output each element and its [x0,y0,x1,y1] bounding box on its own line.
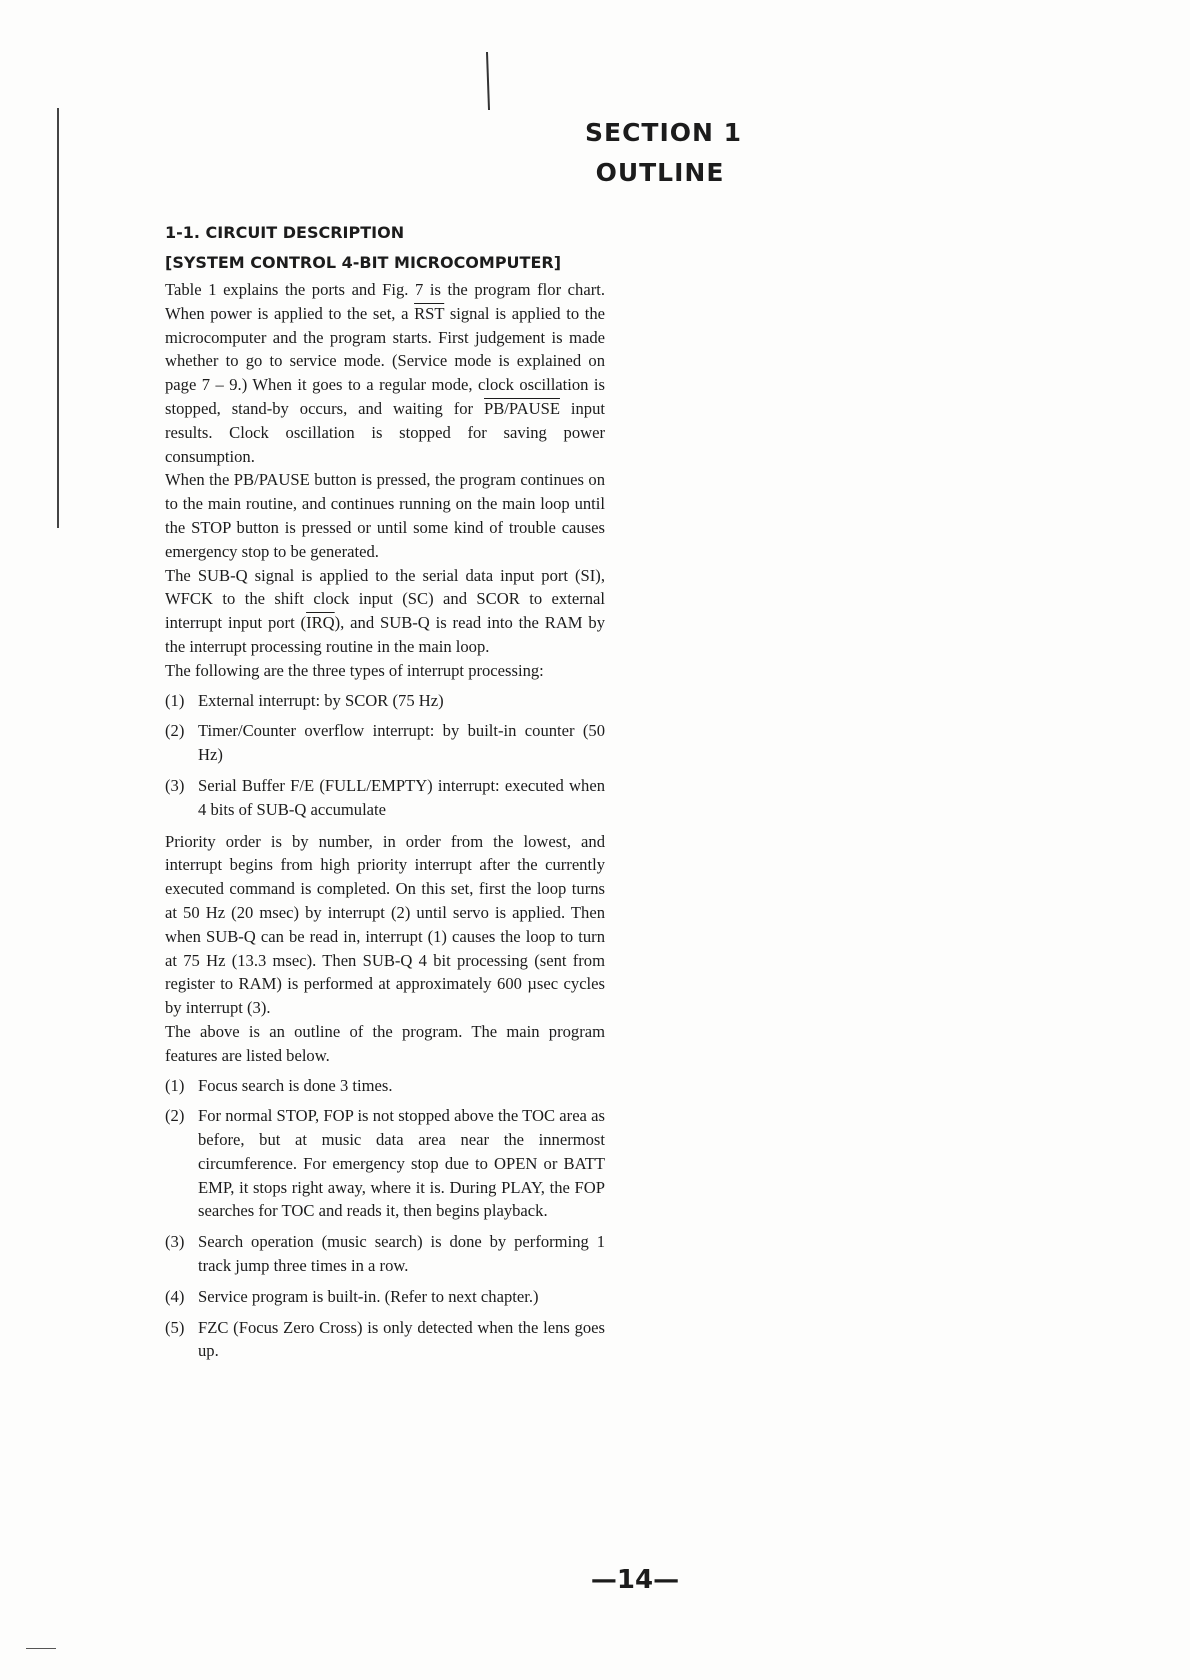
p3-text-b: ), and SUB-Q is read into the RAM by the interrupt processing routine in the main loop. [165,613,606,656]
section-heading [585,113,743,193]
document-body [165,218,605,1371]
scan-mark [486,52,490,110]
subsection-heading: 1-1. CIRCUIT DESCRIPTION [165,223,405,242]
section-title: OUTLINE [595,158,725,187]
scan-margin-line [57,108,59,528]
list-item [165,774,605,822]
paragraph-priority: Priority order is by number, in order from the lowest, and interrupt begins from high priority interrupt after the currently executed command is completed. On this set, first the loop turns at 50 Hz (20 msec) by interrupt (2) until servo is applied. Then when SUB-Q can be read in, interrupt (1) causes the loop to turn at 75 Hz (13.3 msec). Then SUB-Q 4 bit processing (sent from register to RAM) is performed at approximately 600 µsec cycles by interrupt (3). [165,831,605,1018]
list-item [165,1285,605,1309]
list-text: Timer/Counter overflow interrupt: by built-in counter (50 Hz) [198,721,605,765]
list-text: Focus search is done 3 times. [198,1075,393,1095]
list-item [165,719,605,767]
paragraph-features-intro: The above is an outline of the program. The main program features are listed below. [165,1021,605,1065]
list-text: External interrupt: by SCOR (75 Hz) [198,690,444,710]
list-number: (3) [165,775,185,795]
list-item [165,1316,605,1364]
p1-text-a: Table 1 explains the ports and Fig. 7 is the program flor chart. When power is applied to the set, a [165,280,605,323]
paragraph-intro [165,278,605,468]
list-number: (1) [165,690,185,710]
paragraph-main-routine: When the PB/PAUSE button is pressed, the program continues on to the main routine, and continues running on the main loop until the STOP button is pressed or until some kind of trouble causes emergency stop to be generated. [165,470,605,561]
page-number: —14— [590,1565,680,1595]
list-text: Serial Buffer F/E (FULL/EMPTY) interrupt: executed when 4 bits of SUB-Q accumulate [198,775,605,819]
list-text: Search operation (music search) is done by performing 1 track jump three times in a row. [198,1232,605,1276]
section-number: SECTION 1 [585,118,743,147]
p1-text-b: signal is applied to the microcomputer and the program starts. First judgement is made whether to go to service mode. (Service mode is explained on page 7 – 9.) When it goes to a regular mode, clock oscillation is stopped, stand-by occurs, and waiting for [165,303,606,418]
list-number: (3) [165,1232,185,1252]
list-text: FZC (Focus Zero Cross) is only detected when the lens goes up. [198,1317,605,1361]
paragraph-interrupt-types: The following are the three types of interrupt processing: [165,660,544,680]
list-item [165,689,605,713]
rst-signal: $\overline{RST}$ [414,303,445,323]
paragraph-subq [165,564,605,659]
list-number: (2) [165,1106,185,1126]
list-text: For normal STOP, FOP is not stopped above the TOC area as before, but at music data area near the innermost circumference. For emergency stop due to OPEN or BATT EMP, it stops right away, where it is. During PLAY, the FOP searches for TOC and reads it, then begins playback. [198,1106,605,1221]
list-text: Service program is built-in. (Refer to next chapter.) [198,1286,539,1306]
list-number: (1) [165,1075,185,1095]
list-number: (2) [165,721,185,741]
subsection-subheading: [SYSTEM CONTROL 4-BIT MICROCOMPUTER] [165,253,562,272]
irq-signal: $\overline{IRQ}$ [306,613,335,633]
p3-text-a: The SUB-Q signal is applied to the serial data input port (SI), WFCK to the shift clock input (SC) and SCOR to external interrupt input port ( [165,565,605,633]
list-number: (4) [165,1286,185,1306]
p1-text-c: input results. Clock oscillation is stopped for saving power consumption. [165,398,606,466]
pb-pause-signal: PB/PAUSE [484,398,560,418]
interrupt-list [165,689,605,822]
list-item [165,1074,605,1098]
list-item [165,1104,605,1223]
list-item [165,1230,605,1278]
list-number: (5) [165,1317,185,1337]
feature-list [165,1074,605,1364]
scan-mark-bottom [26,1648,56,1649]
